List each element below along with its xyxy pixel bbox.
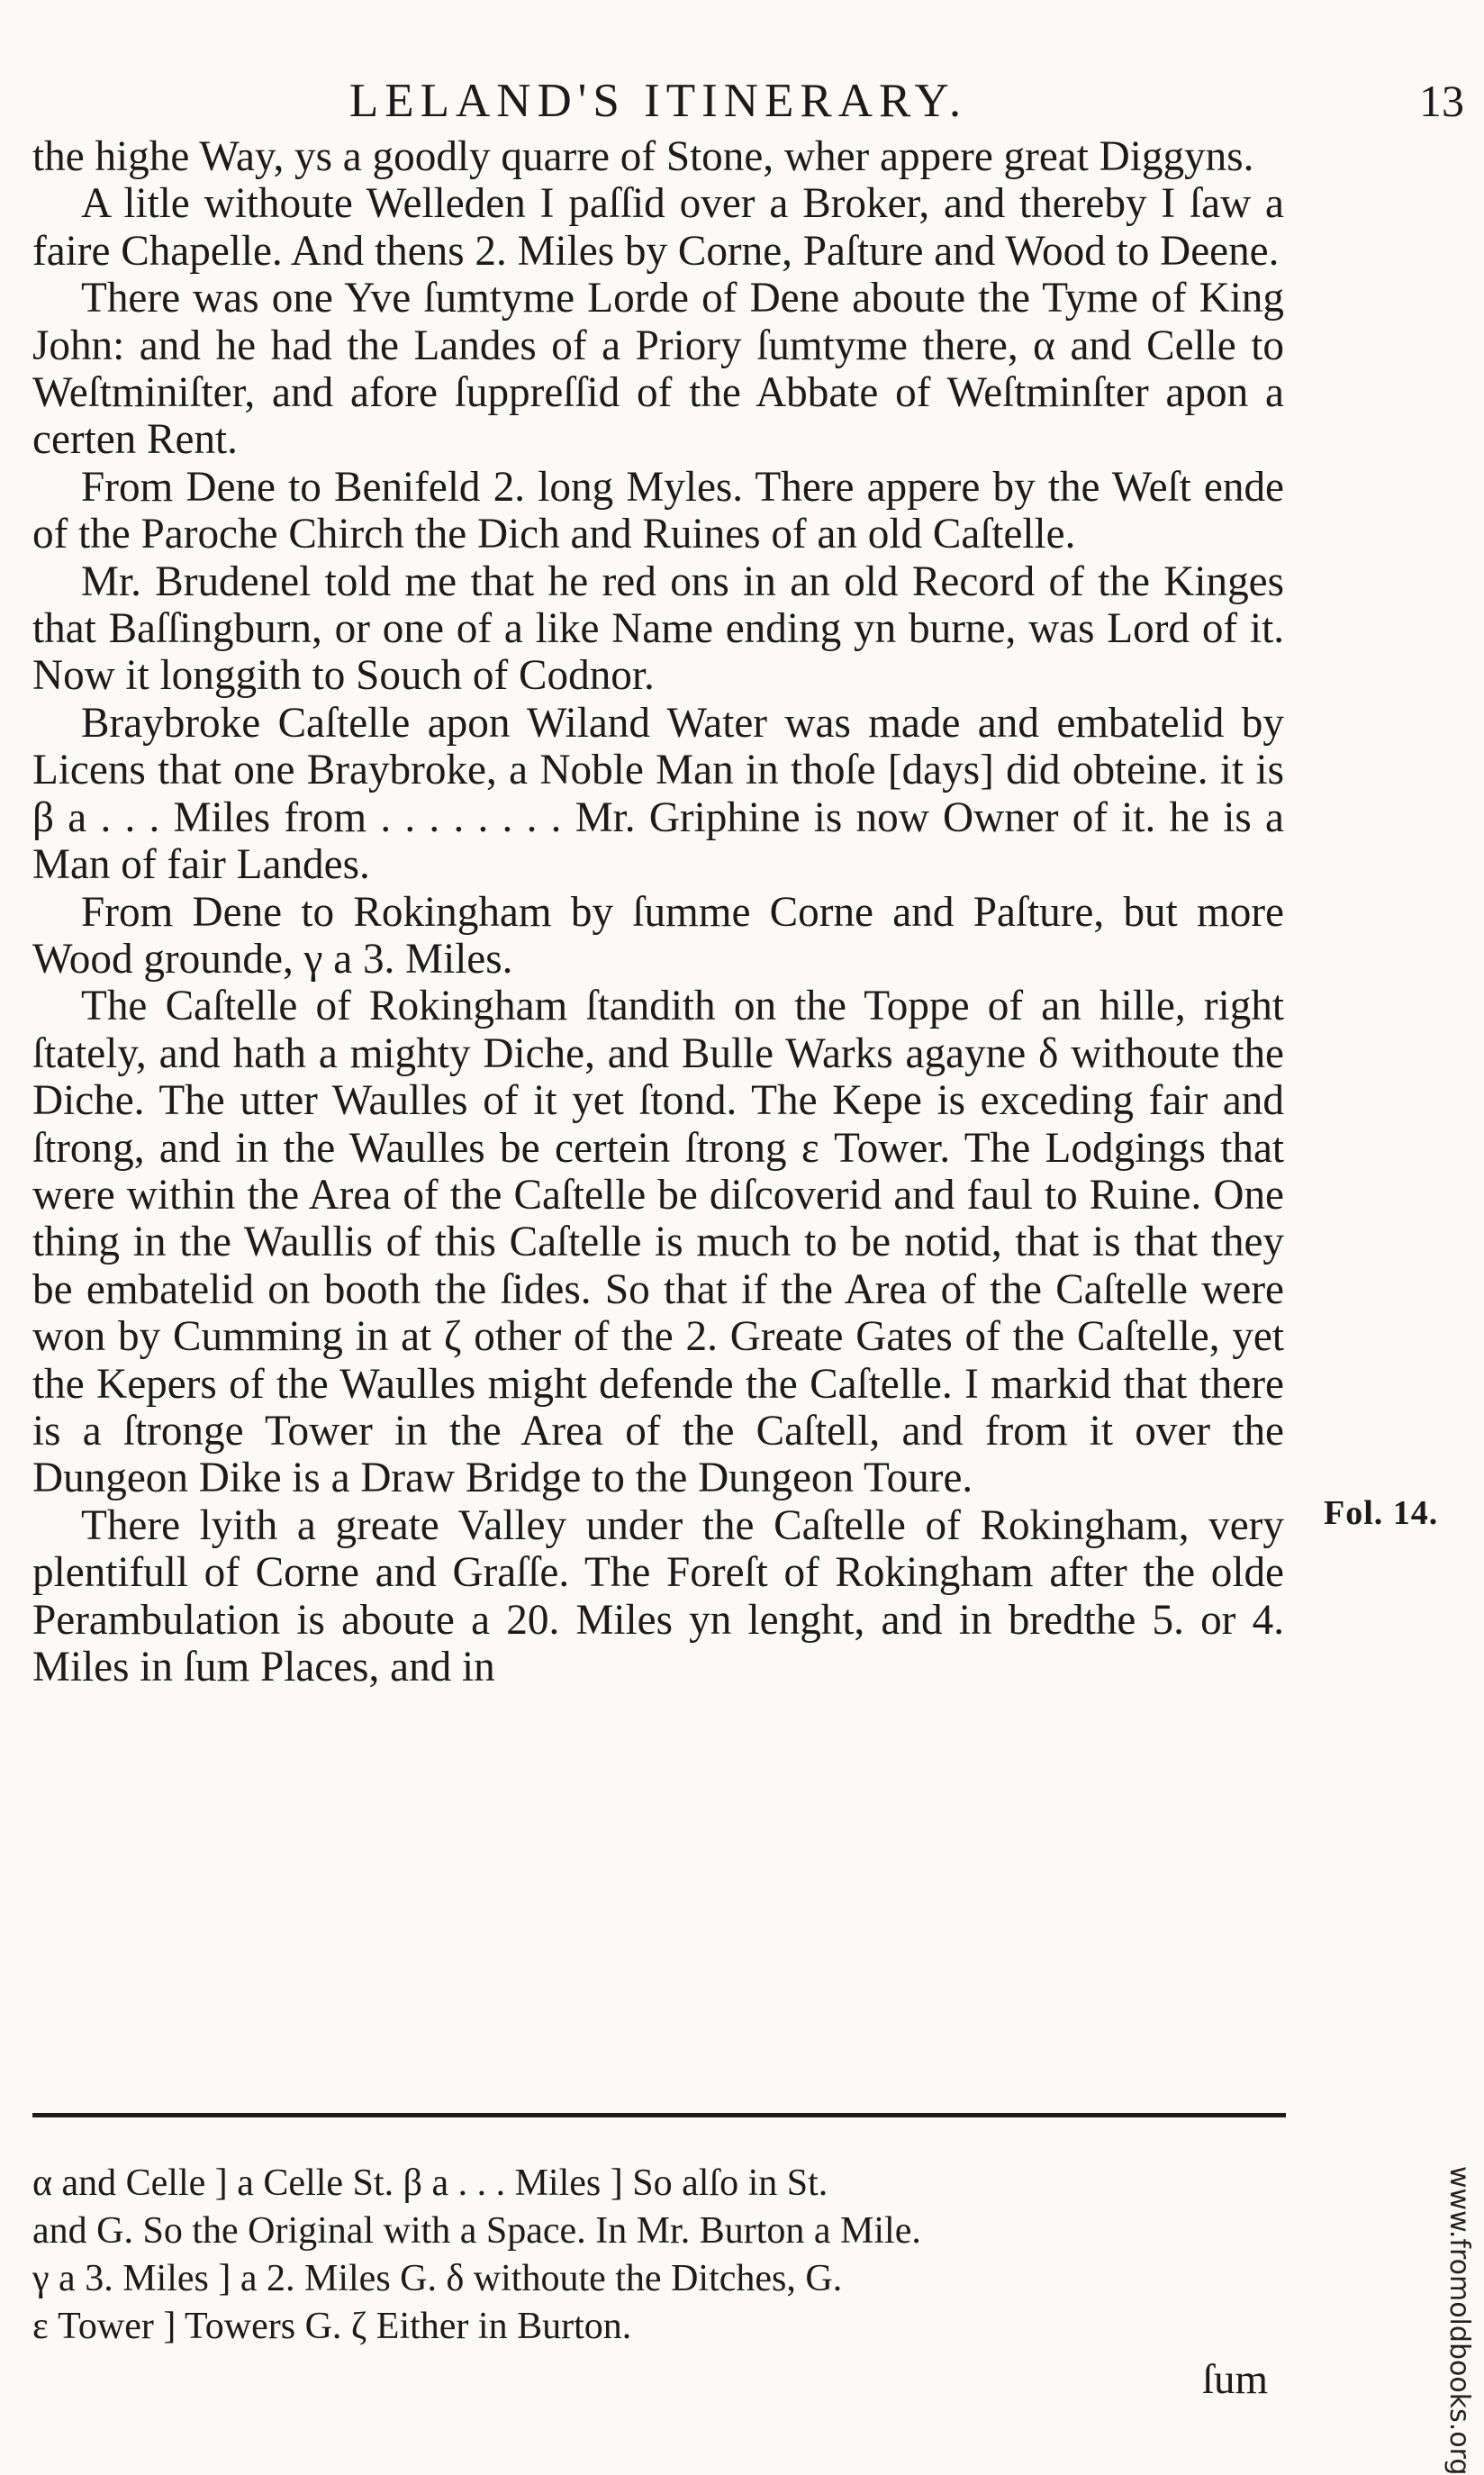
body-text [32, 133, 1284, 1691]
page-header [32, 65, 1464, 137]
paragraph-1: the highe Way, ys a goodly quarre of Stone, wher appere great Diggyns. [32, 133, 1254, 180]
catchword: ſum [1202, 2356, 1269, 2403]
paragraph-9: There lyith a greate Valley under the Caſtelle of Rokingham, very plentifull of Corne and Graſſe. The Foreſt of Rokingham after the olde Perambulation is aboute a 20. Miles yn lenght, and in bredthe 5. or 4. Miles in ſum Places, and in [32, 1501, 1284, 1691]
footnote-rule [32, 2113, 1286, 2117]
paragraph-2: A litle withoute Welleden I paſſid over a Broker, and thereby I ſaw a faire Chapelle. And thens 2. Miles by Corne, Paſture and Wood to Deene. [32, 180, 1284, 275]
paragraph-3: There was one Yve ſumtyme Lorde of Dene aboute the Tyme of King John: and he had the Landes of a Priory ſumtyme there, α and Celle to Weſtminiſter, and afore ſuppreſſid of the Abbate of Weſtminſter apon a certen Rent. [32, 275, 1284, 464]
margin-note: Fol. 14. [1324, 1494, 1439, 1532]
paragraph-4: From Dene to Benifeld 2. long Myles. There appere by the Weſt ende of the Paroche Chirch the Dich and Ruines of an old Caſtelle. [32, 463, 1284, 558]
paragraph-6: Braybroke Caſtelle apon Wiland Water was made and embatelid by Licens that one Braybroke, a Noble Man in thoſe [days] did obteine. it is β a . . . Miles from . . . . . . . . Mr. Griphine is now Owner of it. he is a Man of fair Landes. [32, 699, 1284, 889]
paragraph-5: Mr. Brudenel told me that he red ons in an old Record of the Kinges that Baſſingburn, or one of a like Name ending yn burne, was Lord of it. Now it longgith to Souch of Codnor. [32, 558, 1284, 700]
footnote-line: and G. So the Original with a Space. In Mr. Burton a Mile. [32, 2210, 921, 2252]
footnote-line: ε Tower ] Towers G. ζ Either in Burton. [32, 2306, 632, 2347]
watermark [1439, 2166, 1475, 2475]
running-title: LELAND'S ITINERARY. [348, 75, 968, 127]
paragraph-7: From Dene to Rokingham by ſumme Corne and Paſture, but more Wood grounde, γ a 3. Miles. [32, 888, 1284, 983]
footnotes [32, 2160, 1286, 2351]
paragraph-8: The Caſtelle of Rokingham ſtandith on the Toppe of an hille, right ſtately, and hath a mighty Diche, and Bulle Warks agayne δ withoute the Diche. The utter Waulles of it yet ſtond. The Kepe is exceding fair and ſtrong, and in the Waulles be certein ſtrong ε Tower. The Lodgings that were within the Area of the Caſtelle be diſcoverid and faul to Ruine. One thing in the Waullis of this Caſtelle is much to be notid, that is that they be embatelid on booth the ſides. So that if the Area of the Caſtelle were won by Cumming in at ζ other of the 2. Greate Gates of the Caſtelle, yet the Kepers of the Waulles might defende the Caſtelle. I markid that there is a ſtronge Tower in the Area of the Caſtell, and from it over the Dungeon Dike is a Draw Bridge to the Dungeon Toure. [32, 983, 1284, 1502]
page-number: 13 [1419, 76, 1464, 126]
footnote-line: γ a 3. Miles ] a 2. Miles G. δ withoute the Ditches, G. [32, 2258, 843, 2299]
watermark-text: www.fromoldbooks.org [1443, 2166, 1475, 2475]
footnote-line: α and Celle ] a Celle St. β a . . . Miles ] So alſo in St. [32, 2162, 828, 2204]
